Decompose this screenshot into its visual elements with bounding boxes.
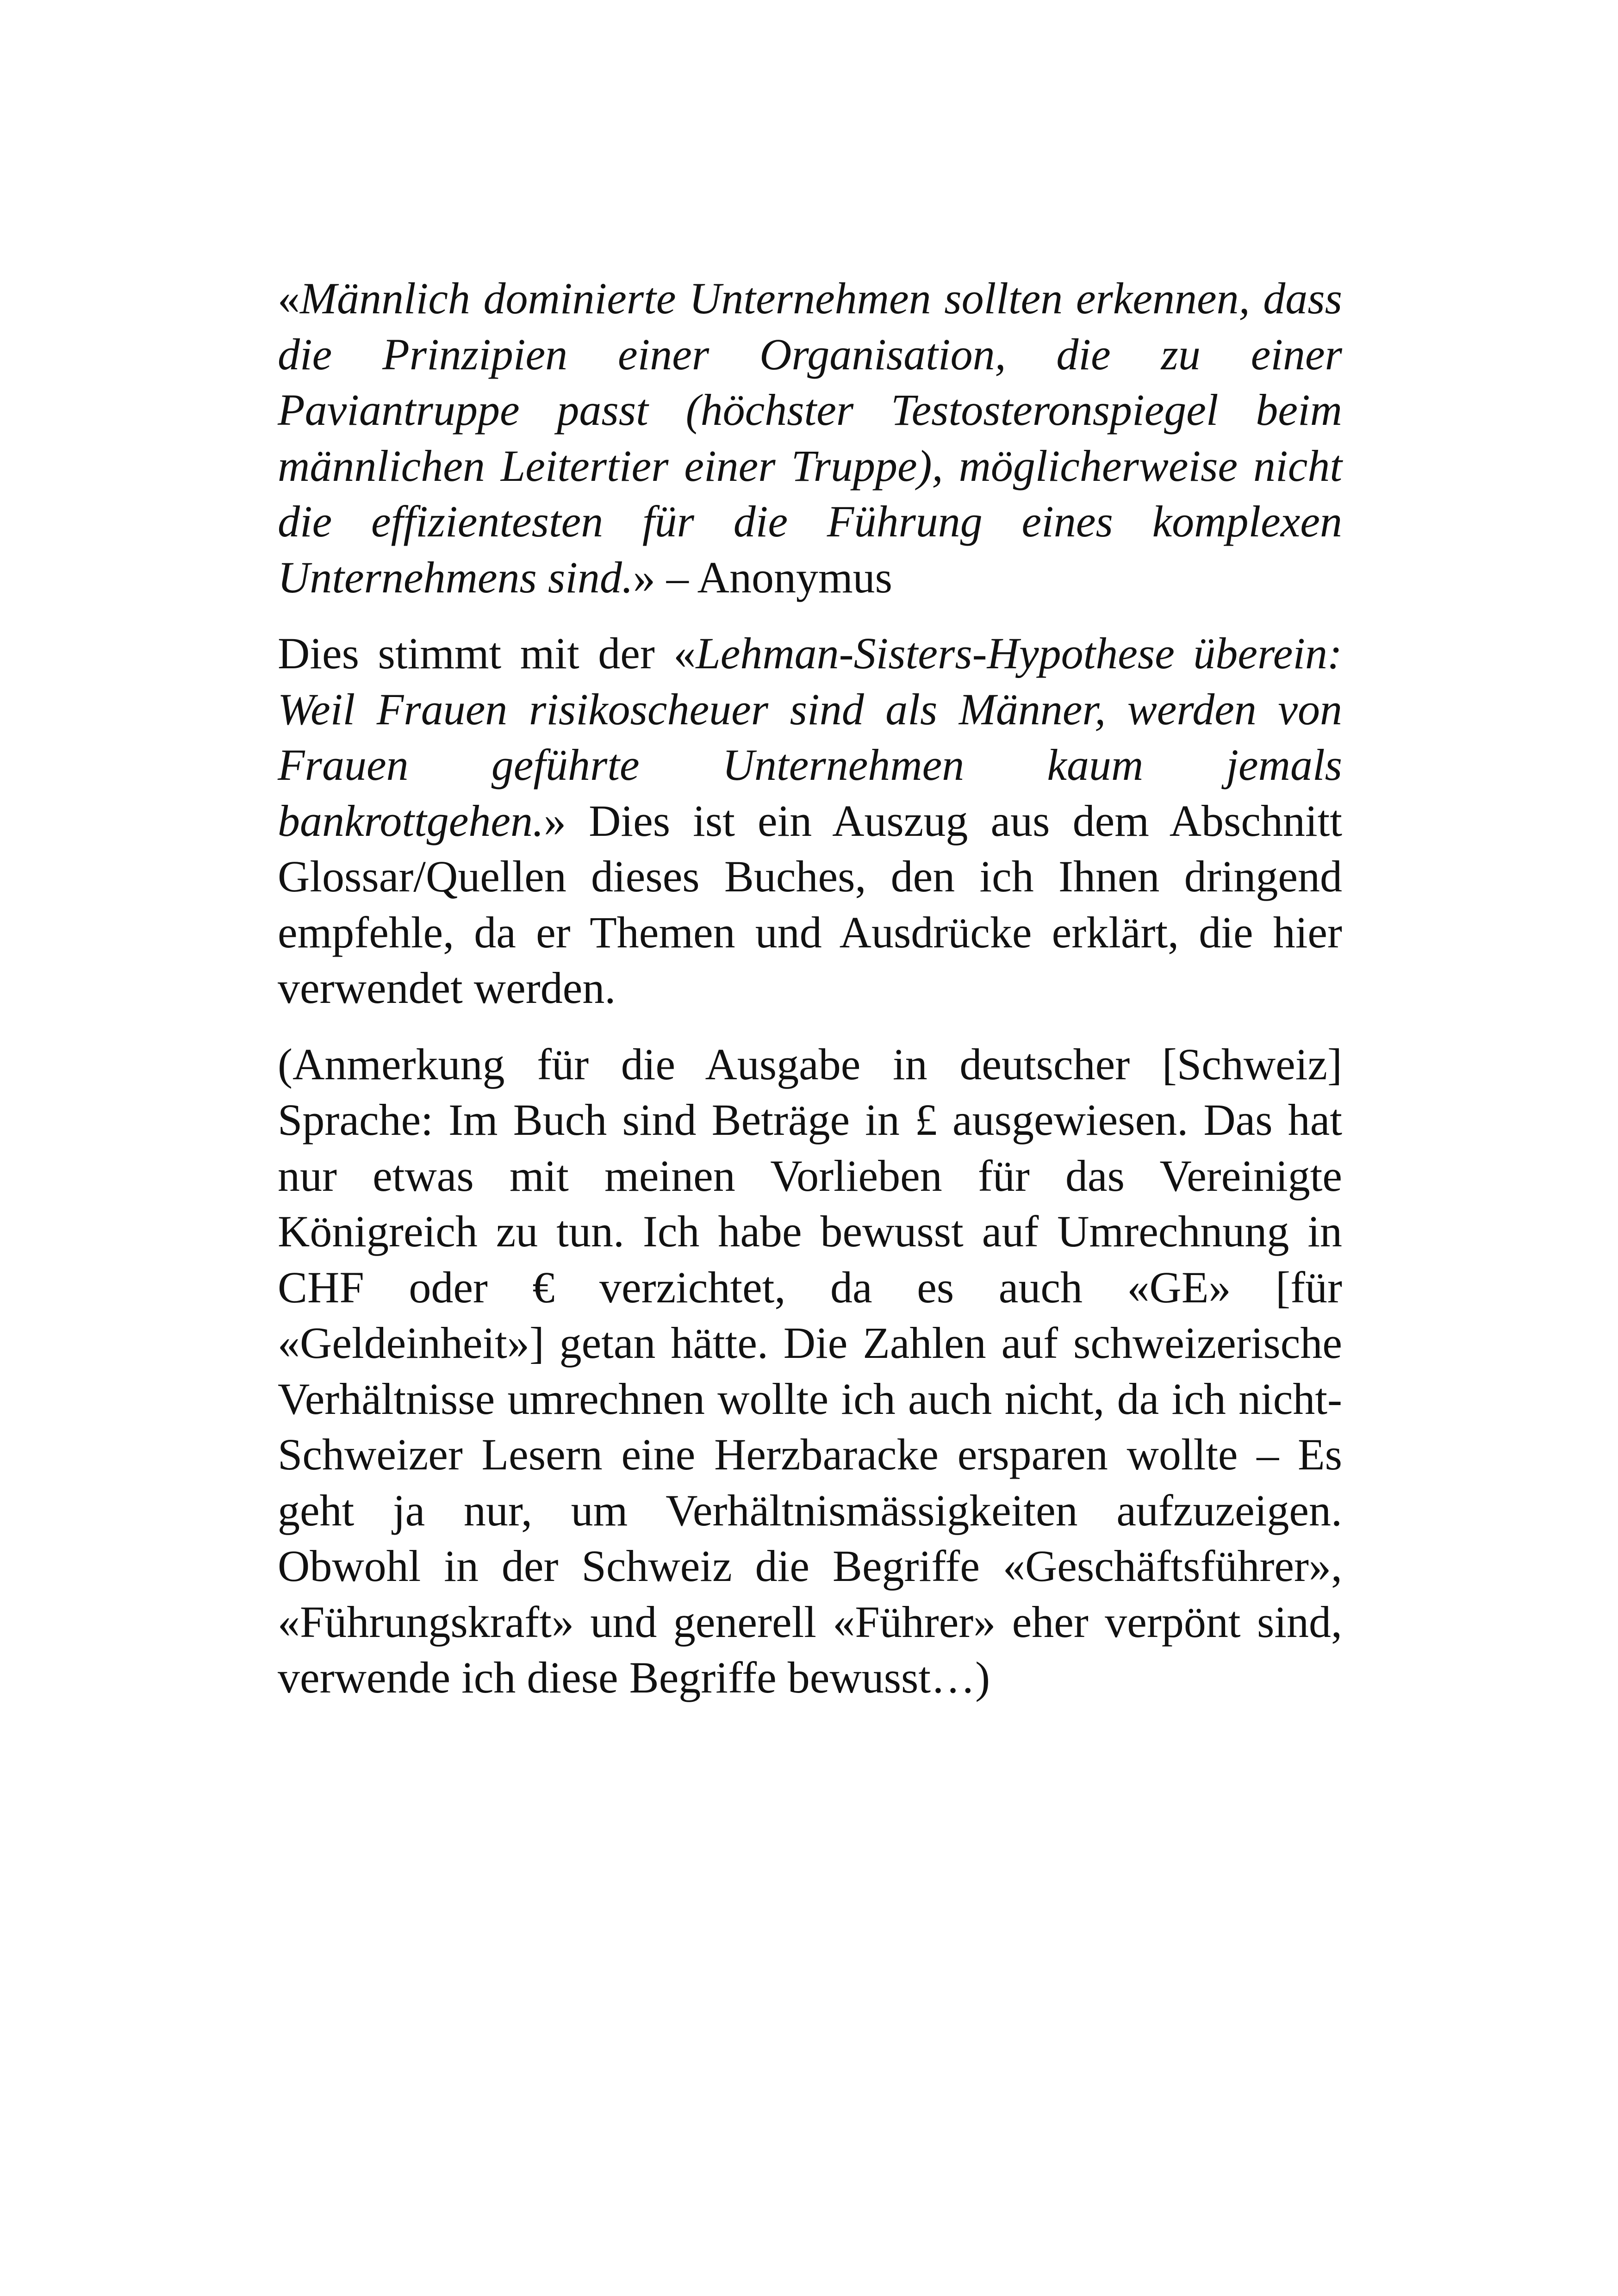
- body-text: [278, 271, 1342, 1706]
- epigraph-attribution: – Anonymus: [655, 552, 892, 602]
- epigraph-close-quote: »: [633, 552, 655, 602]
- hypothesis-quote: Lehman-Sisters-Hypothese überein: Weil Frauen risikoscheuer sind als Männer, werden von Frauen geführte Unternehmen kaum jemals bankrottgehen.: [278, 628, 1342, 846]
- hypothesis-lead-text: Dies stimmt mit der «: [278, 628, 696, 678]
- epigraph-open-quote: «: [278, 274, 300, 323]
- epigraph-quote: Männlich dominierte Unternehmen sollten erkennen, dass die Prinzipien einer Organisation, die zu einer Paviantruppe passt (höchster Testosteronspiegel beim männlichen Leitertier einer Truppe), möglicherweise nicht die effizientesten für die Führung eines komplexen Unternehmens sind.: [278, 274, 1342, 602]
- hypothesis-trail-text: » Dies ist ein Auszug aus dem Abschnitt Glossar/Quellen dieses Buches, den ich Ihnen dringend empfehle, da er Themen und Ausdrücke erklärt, die hier verwendet werden.: [278, 796, 1342, 1013]
- hypothesis-paragraph: [278, 626, 1342, 1016]
- epigraph-paragraph: [278, 271, 1342, 605]
- edition-note-paragraph: (Anmerkung für die Ausgabe in deutscher [Schweiz] Sprache: Im Buch sind Beträge in £ ausgewiesen. Das hat nur etwas mit meinen Vorlieben für das Vereinigte Königreich zu tun. Ich habe bewusst auf Umrechnung in CHF oder € verzichtet, da es auch «GE» [für «Geldeinheit»] getan hätte. Die Zahlen auf schweizerische Verhältnisse umrechnen wollte ich auch nicht, da ich nicht-Schweizer Lesern eine Herzbaracke ersparen wollte – Es geht ja nur, um Verhältnismässigkeiten aufzuzeigen. Obwohl in der Schweiz die Begriffe «Geschäftsführer», «Führungskraft» und generell «Führer» eher verpönt sind, verwende ich diese Begriffe bewusst…): [278, 1039, 1342, 1702]
